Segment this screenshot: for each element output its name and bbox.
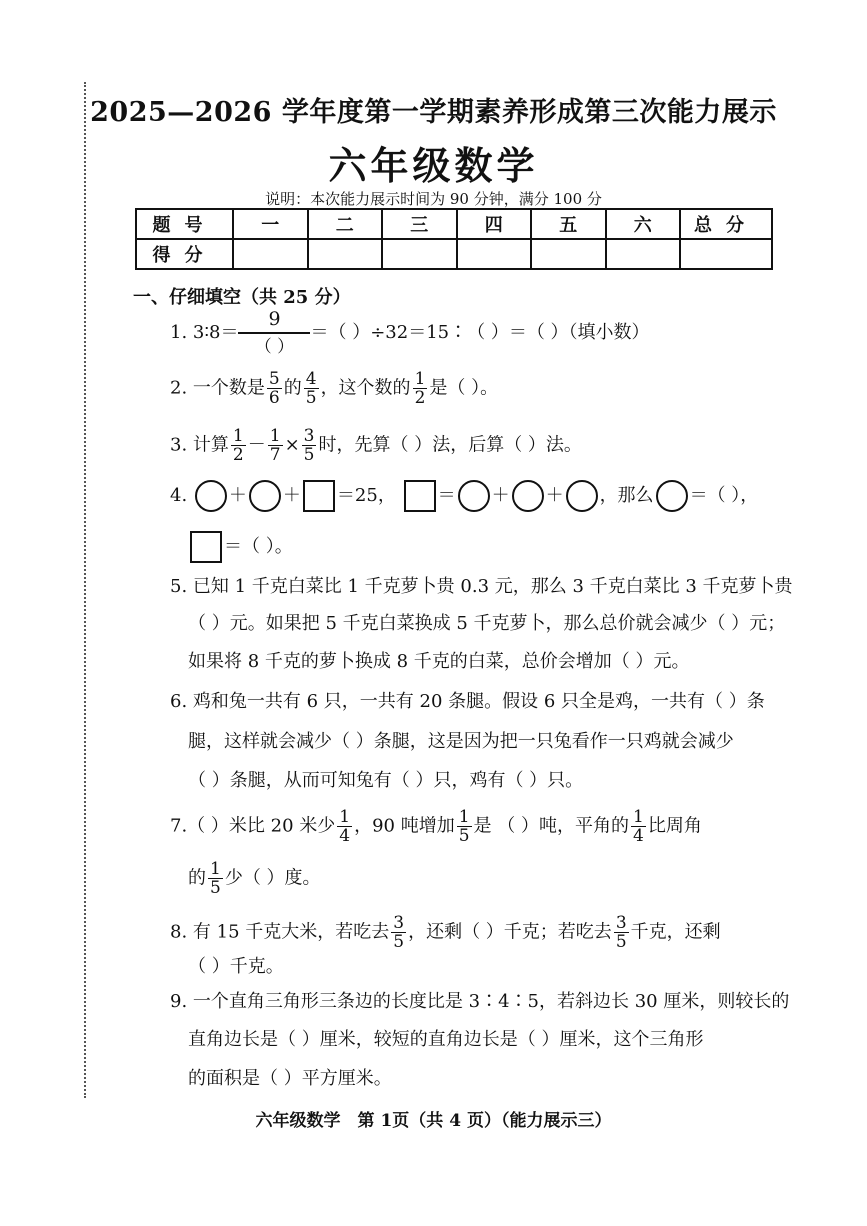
question-9: 9. 一个直角三角形三条边的长度比是 3∶4∶5，若斜边长 30 厘米，则较长的	[170, 991, 790, 1012]
question-5: 5. 已知 1 千克白菜比 1 千克萝卜贵 0.3 元，那么 3 千克白菜比 3 千克萝卜贵	[170, 576, 793, 597]
text-span: 是 （ ）吨，平角的	[473, 815, 629, 837]
text-span: ＝（ ）÷32＝15∶（ ）＝（ ）（填小数）	[310, 322, 650, 343]
text-span: ＋	[545, 485, 564, 506]
text-span: 4.	[170, 485, 188, 506]
score-entry-cell[interactable]	[606, 239, 681, 269]
question-6: 6. 鸡和兔一共有 6 只，一共有 20 条腿。假设 6 只全是鸡，一共有（ ）条	[170, 691, 765, 712]
question-5-line-3: 如果将 8 千克的萝卜换成 8 千克的白菜，总价会增加（ ）元。	[188, 651, 690, 672]
text-span: ×	[284, 434, 300, 456]
text-span: 1	[633, 807, 644, 827]
section-title: 一、仔细填空（共 25 分）	[133, 287, 351, 308]
text-span: －	[247, 434, 266, 456]
question-4-line-2	[188, 531, 293, 563]
score-cell: 六	[606, 209, 681, 239]
text-span: （ ）	[254, 337, 295, 357]
question-7	[170, 808, 702, 845]
text-span: 1. 3∶8＝	[170, 322, 239, 343]
fraction	[231, 427, 246, 464]
text-span: 7	[269, 445, 281, 465]
score-row-label: 得分	[136, 239, 233, 269]
text-span: 5	[303, 445, 315, 465]
text-span: ＝（ ），	[689, 485, 759, 506]
fraction	[457, 808, 472, 845]
exam-title: 2025—2026 学年度第一学期素养形成第三次能力展示	[90, 97, 777, 128]
text-span: 4	[633, 826, 644, 846]
score-cell: 五	[531, 209, 606, 239]
text-span: 千克，还剩	[630, 921, 721, 943]
question-2	[170, 370, 498, 407]
score-cell: 一	[233, 209, 308, 239]
fraction	[413, 370, 428, 407]
fraction	[208, 860, 223, 897]
question-8-line-2: （ ）千克。	[188, 956, 284, 977]
score-table-header-row	[136, 209, 772, 239]
question-6-line-3: （ ）条腿，从而可知兔有（ ）只，鸡有（ ）只。	[188, 770, 584, 791]
text-span: 4	[305, 369, 317, 389]
text-span: 5	[458, 826, 470, 846]
text-span: 1	[458, 807, 470, 827]
binding-margin-dotted-line	[84, 82, 86, 1098]
text-span: ＋	[491, 485, 510, 506]
score-entry-cell[interactable]	[531, 239, 606, 269]
circle-symbol	[512, 480, 544, 512]
score-cell: 二	[308, 209, 383, 239]
text-span: ，还剩（ ）千克；若吃去	[408, 921, 612, 943]
question-6-line-2: 腿，这样就会减少（ ）条腿，这是因为把一只兔看作一只鸡就会减少	[188, 731, 734, 752]
question-1	[170, 306, 650, 360]
score-entry-cell[interactable]	[233, 239, 308, 269]
fraction	[267, 370, 282, 407]
fraction	[337, 808, 352, 845]
square-symbol	[303, 480, 335, 512]
score-entry-cell[interactable]	[382, 239, 457, 269]
text-span: 3	[615, 913, 627, 933]
text-span: 时，先算（ ）法，后算（ ）法。	[318, 434, 582, 456]
text-span: 的	[188, 867, 206, 889]
text-span: ，那么	[599, 485, 654, 506]
text-span: 比周角	[647, 815, 702, 837]
text-span: 7.（ ）米比 20 米少	[170, 815, 336, 837]
circle-symbol	[249, 480, 281, 512]
fraction	[238, 306, 310, 360]
score-entry-cell[interactable]	[457, 239, 532, 269]
square-symbol	[404, 480, 436, 512]
score-entry-cell[interactable]	[680, 239, 772, 269]
text-span: 1	[232, 426, 244, 446]
text-span: 5	[305, 388, 317, 408]
text-span: 2. 一个数是	[170, 377, 265, 399]
fraction	[302, 427, 317, 464]
text-span: ＋	[282, 485, 301, 506]
text-span: ＋	[228, 485, 247, 506]
text-span: ，90 吨增加	[354, 815, 455, 837]
fraction	[268, 427, 283, 464]
text-span: 的	[283, 377, 302, 399]
score-cell: 三	[382, 209, 457, 239]
text-span: 5	[615, 932, 627, 952]
fraction	[614, 914, 629, 951]
text-span: 9	[238, 306, 310, 334]
question-9-line-3: 的面积是（ ）平方厘米。	[188, 1068, 392, 1089]
text-span: 少（ ）度。	[224, 867, 321, 889]
question-7-line-2	[188, 860, 321, 897]
square-symbol	[190, 531, 222, 563]
fraction	[631, 808, 646, 845]
text-span: ＝25，	[336, 485, 396, 506]
subject-title: 六年级数学	[328, 143, 539, 188]
text-span: ＝	[437, 485, 456, 506]
text-span: ，这个数的	[320, 377, 411, 399]
score-cell: 四	[457, 209, 532, 239]
text-span: 是（ ）。	[429, 377, 499, 399]
text-span: 8. 有 15 千克大米，若吃去	[170, 921, 390, 943]
score-cell: 总分	[680, 209, 772, 239]
score-table	[135, 208, 773, 270]
text-span: 5	[393, 932, 405, 952]
fraction	[391, 914, 406, 951]
text-span: 2	[232, 445, 244, 465]
text-span: 5	[210, 878, 221, 898]
text-span: 1	[339, 807, 351, 827]
text-span: 2	[414, 388, 426, 408]
text-span: 1	[414, 369, 426, 389]
text-span: ＝（ ）。	[224, 536, 293, 557]
exam-note: 说明：本次能力展示时间为 90 分钟，满分 100 分	[265, 190, 602, 208]
circle-symbol	[458, 480, 490, 512]
fraction	[304, 370, 319, 407]
question-3	[170, 427, 582, 464]
text-span: 3	[393, 913, 405, 933]
text-span: 5	[268, 369, 280, 389]
score-entry-cell[interactable]	[308, 239, 383, 269]
question-8	[170, 914, 721, 951]
text-span: 1	[269, 426, 281, 446]
text-span: 4	[339, 826, 351, 846]
circle-symbol	[195, 480, 227, 512]
question-5-line-2: （ ）元。如果把 5 千克白菜换成 5 千克萝卜，那么总价就会减少（ ）元；	[188, 613, 786, 634]
text-span: 3	[303, 426, 315, 446]
page-footer: 六年级数学 第 1页（共 4 页）（能力展示三）	[255, 1111, 612, 1131]
score-table-score-row	[136, 239, 772, 269]
text-span: 6	[268, 388, 280, 408]
question-4	[170, 480, 758, 512]
score-cell: 题号	[136, 209, 233, 239]
text-span: 1	[210, 859, 221, 879]
text-span: 3. 计算	[170, 434, 229, 456]
circle-symbol	[656, 480, 688, 512]
question-9-line-2: 直角边长是（ ）厘米，较短的直角边长是（ ）厘米，这个三角形	[188, 1029, 704, 1050]
circle-symbol	[566, 480, 598, 512]
